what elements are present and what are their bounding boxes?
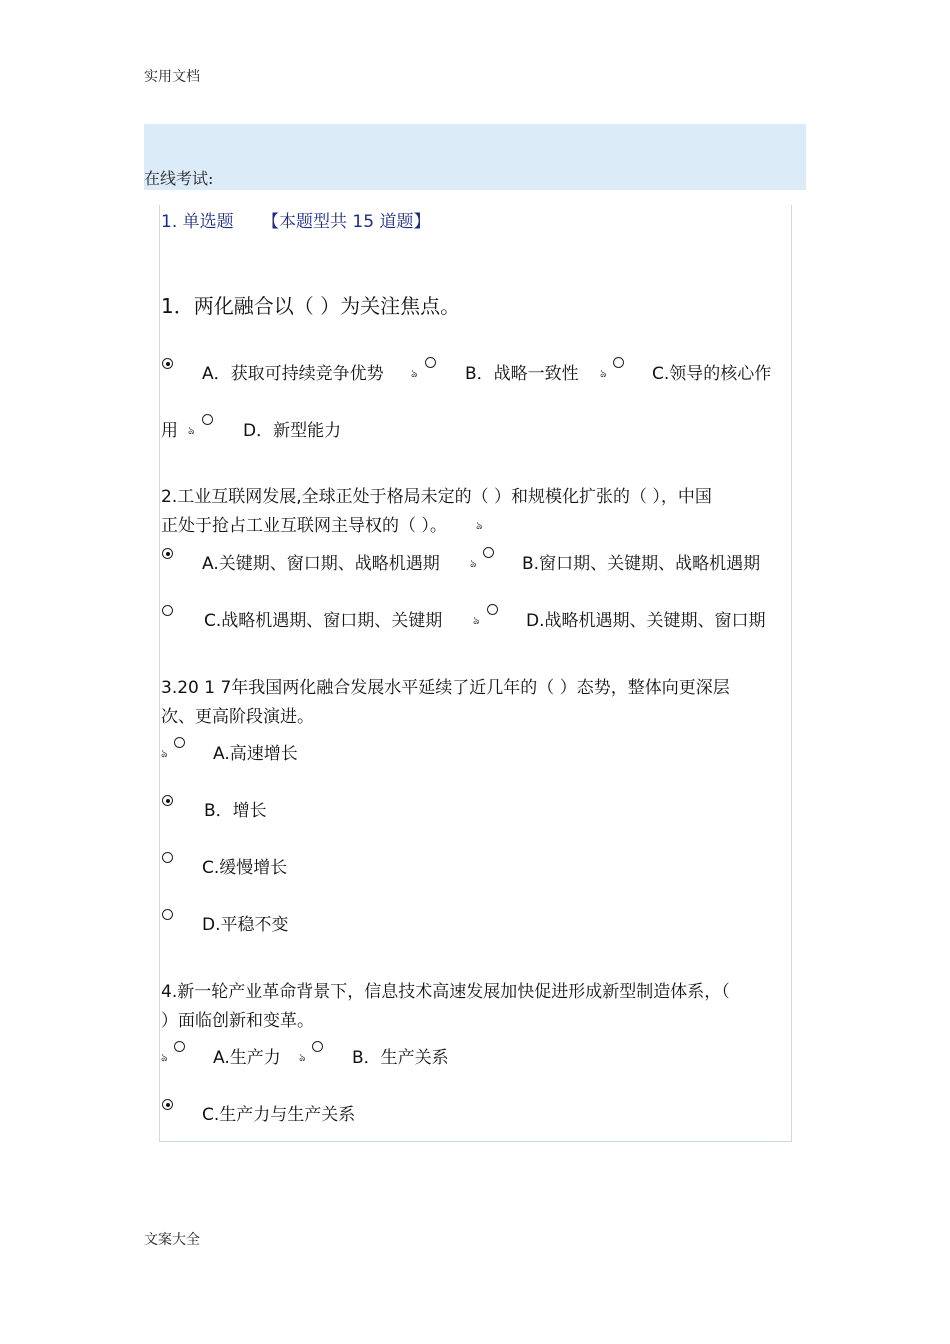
question-3-option-b-label: B．增长 [204, 801, 267, 821]
question-2-stem-line1: 2.工业互联网发展,全球正处于格局未定的（ ）和规模化扩张的（ ），中国 [161, 487, 712, 507]
question-1-option-c-radio[interactable] [613, 357, 624, 368]
mark-icon: ঌ [473, 614, 480, 627]
question-4-option-c-label: C.生产力与生产关系 [202, 1105, 356, 1125]
mark-icon: ঌ [476, 519, 483, 532]
question-2-option-a-radio[interactable] [162, 548, 173, 559]
mark-icon: ঌ [299, 1051, 306, 1064]
question-2-option-d-radio[interactable] [487, 604, 498, 615]
mark-icon: ঌ [161, 1051, 168, 1064]
question-4-option-b-radio[interactable] [312, 1041, 323, 1052]
page-header: 实用文档 [144, 69, 200, 85]
question-3-option-d-label: D.平稳不变 [202, 915, 289, 935]
exam-title: 在线考试: [144, 169, 214, 188]
question-1-option-a-label: A．获取可持续竞争优势 [202, 364, 384, 384]
mark-icon: ঌ [161, 747, 168, 760]
exam-title-band [144, 124, 806, 190]
mark-icon: ঌ [188, 424, 195, 437]
question-1-option-c-label-cont: 用 [161, 421, 178, 441]
question-1-option-d-radio[interactable] [202, 414, 213, 425]
question-2-option-c-radio[interactable] [162, 605, 173, 616]
mark-icon: ঌ [470, 557, 477, 570]
section-note: 【本题型共 15 道题】 [262, 212, 431, 232]
mark-icon: ঌ [600, 367, 607, 380]
question-3-option-c-label: C.缓慢增长 [202, 858, 288, 878]
question-1-option-b-radio[interactable] [425, 357, 436, 368]
section-title: 1. 单选题 [161, 212, 234, 232]
mark-icon: ঌ [411, 367, 418, 380]
question-2-option-d-label: D.战略机遇期、关键期、窗口期 [526, 611, 766, 631]
question-2-option-c-label: C.战略机遇期、窗口期、关键期 [204, 611, 443, 631]
question-1-option-d-label: D．新型能力 [243, 421, 342, 441]
question-2-option-b-radio[interactable] [483, 547, 494, 558]
question-4-option-a-radio[interactable] [174, 1041, 185, 1052]
question-3-option-a-radio[interactable] [174, 737, 185, 748]
question-4-option-a-label: A.生产力 [213, 1048, 281, 1068]
question-3-stem-line2: 次、更高阶段演进。 [161, 707, 314, 727]
question-4-option-c-radio[interactable] [162, 1099, 173, 1110]
question-2-option-a-label: A.关键期、窗口期、战略机遇期 [202, 554, 440, 574]
question-4-stem-line1: 4.新一轮产业革命背景下，信息技术高速发展加快促进形成新型制造体系，（ [161, 982, 730, 1002]
question-3-stem-line1: 3.20 1 7年我国两化融合发展水平延续了近几年的（ ）态势，整体向更深层 [161, 678, 730, 698]
question-1-option-b-label: B．战略一致性 [465, 364, 579, 384]
question-3-option-a-label: A.高速增长 [213, 744, 298, 764]
question-1-option-c-label: C.领导的核心作 [652, 364, 772, 384]
question-2-option-b-label: B.窗口期、关键期、战略机遇期 [522, 554, 761, 574]
question-4-stem-line2: ）面临创新和变革。 [161, 1011, 314, 1031]
question-3-option-d-radio[interactable] [162, 909, 173, 920]
question-1-stem: 1．两化融合以（ ）为关注焦点。 [161, 294, 461, 318]
page-footer: 文案大全 [144, 1232, 200, 1248]
question-3-option-b-radio[interactable] [162, 795, 173, 806]
question-4-option-b-label: B．生产关系 [352, 1048, 449, 1068]
question-2-stem-line2: 正处于抢占工业互联网主导权的（ ）。 [161, 516, 447, 536]
question-3-option-c-radio[interactable] [162, 852, 173, 863]
question-1-option-a-radio[interactable] [162, 358, 173, 369]
